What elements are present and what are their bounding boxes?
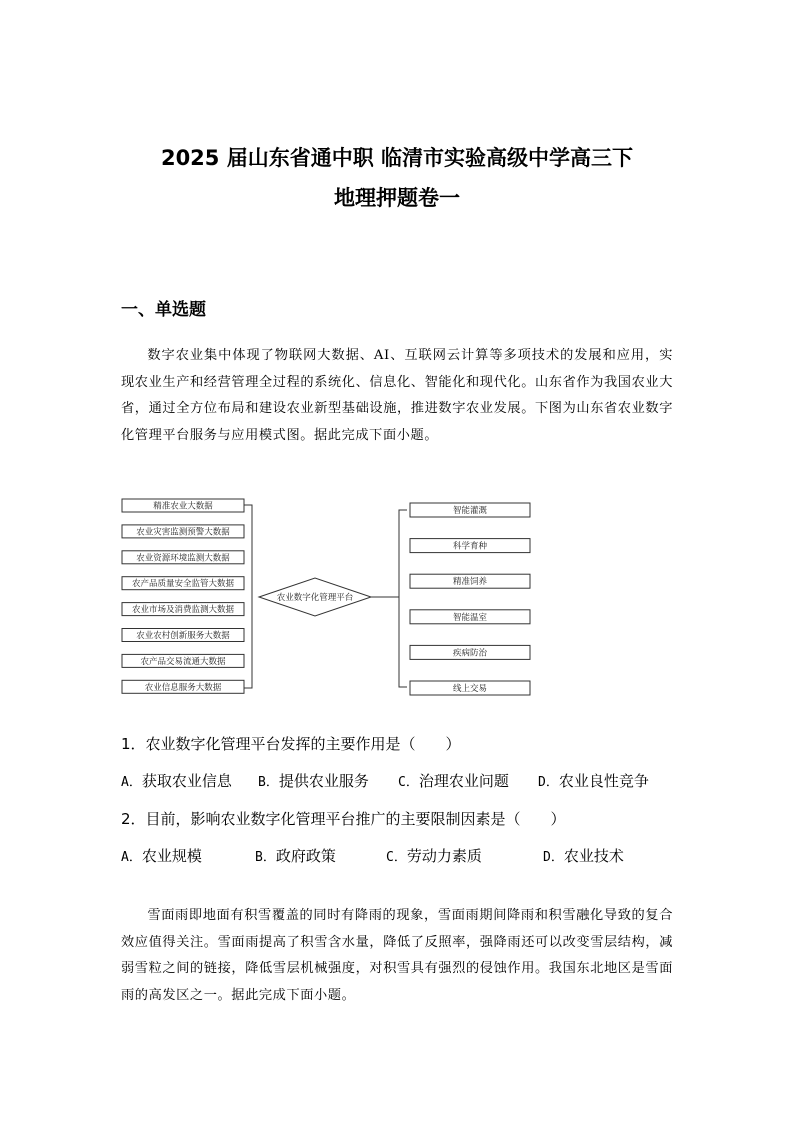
title-line-2: 地理押题卷一 [334, 186, 460, 210]
application-1-label: 智能灌溉 [452, 506, 488, 516]
q1-option-a[interactable] [121, 774, 232, 789]
center-label: 农业数字化管理平台 [276, 593, 354, 603]
source-6-label: 农业农村创新服务大数据 [136, 631, 230, 641]
applications-group [410, 503, 530, 695]
q2-option-d[interactable] [543, 849, 624, 864]
application-3-label: 精准饲养 [452, 577, 488, 588]
question-2-stem: 2．目前，影响农业数字化管理平台推广的主要限制因素是（ ） [121, 810, 566, 828]
q2-option-a-label: A． [121, 850, 142, 865]
application-5-label: 疾病防治 [452, 648, 488, 659]
application-6-label: 线上交易 [452, 684, 488, 694]
q1-option-c-text: 治理农业问题 [418, 772, 509, 790]
q2-option-a[interactable] [121, 849, 202, 864]
left-bracket [244, 505, 252, 688]
q2-option-a-text: 农业规模 [141, 847, 202, 865]
passage-1: 数字农业集中体现了物联网大数据、AI、互联网云计算等多项技术的发展和应用，实现农业生产和经营管理全过程的系统化、信息化、智能化和现代化。山东省作为我国农业大省，通过全方位布局和建设农业新型基础设施，推进数字农业发展。下图为山东省农业数字化管理平台服务与应用模式图。据此完成下面小题。 [121, 348, 673, 443]
q2-option-b-text: 政府政策 [275, 847, 336, 865]
q1-option-b[interactable] [258, 774, 369, 789]
q2-option-d-text: 农业技术 [563, 847, 624, 865]
source-5-label: 农业市场及消费监测大数据 [131, 605, 235, 616]
application-4-label: 智能温室 [452, 612, 488, 623]
source-7-label: 农产品交易流通大数据 [140, 656, 226, 667]
q1-option-a-text: 获取农业信息 [141, 772, 232, 790]
title-line-1: 2025 届山东省通中职 临清市实验高级中学高三下 [160, 146, 634, 170]
source-1-label: 精准农业大数据 [153, 501, 213, 512]
q2-option-c-text: 劳动力素质 [406, 847, 482, 865]
application-2-label: 科学育种 [452, 541, 488, 552]
q1-option-d[interactable] [538, 774, 649, 789]
q2-option-c-label: C． [386, 850, 407, 865]
q1-option-a-label: A． [121, 775, 142, 790]
q2-option-b-label: B． [255, 850, 276, 865]
passage-2: 雪面雨即地面有积雪覆盖的同时有降雨的现象，雪面雨期间降雨和积雪融化导致的复合效应值得关注。雪面雨提高了积雪含水量，降低了反照率，强降雨还可以改变雪层结构，减弱雪粒之间的链接，降低雪层机械强度，对积雪具有强烈的侵蚀作用。我国东北地区是雪面雨的高发区之一。据此完成下面小题。 [121, 908, 673, 1003]
section-heading: 一、单选题 [121, 300, 206, 320]
q1-option-b-label: B． [258, 775, 279, 790]
q2-option-c[interactable] [386, 849, 482, 864]
q1-option-b-text: 提供农业服务 [278, 772, 369, 790]
source-3-label: 农业资源环境监测大数据 [136, 553, 230, 564]
data-sources-group [122, 499, 244, 693]
source-2-label: 农业灾害监测预警大数据 [136, 527, 230, 538]
q2-option-d-label: D． [543, 850, 564, 865]
q1-option-c[interactable] [398, 774, 509, 789]
q1-option-d-text: 农业良性竞争 [558, 772, 649, 790]
q1-option-d-label: D． [538, 775, 559, 790]
q1-option-c-label: C． [398, 775, 419, 790]
source-4-label: 农产品质量安全监管大数据 [131, 579, 235, 590]
question-1-stem: 1．农业数字化管理平台发挥的主要作用是（ ） [121, 735, 461, 753]
source-8-label: 农业信息服务大数据 [144, 682, 222, 693]
right-bracket [399, 510, 407, 687]
q2-option-b[interactable] [255, 849, 336, 864]
